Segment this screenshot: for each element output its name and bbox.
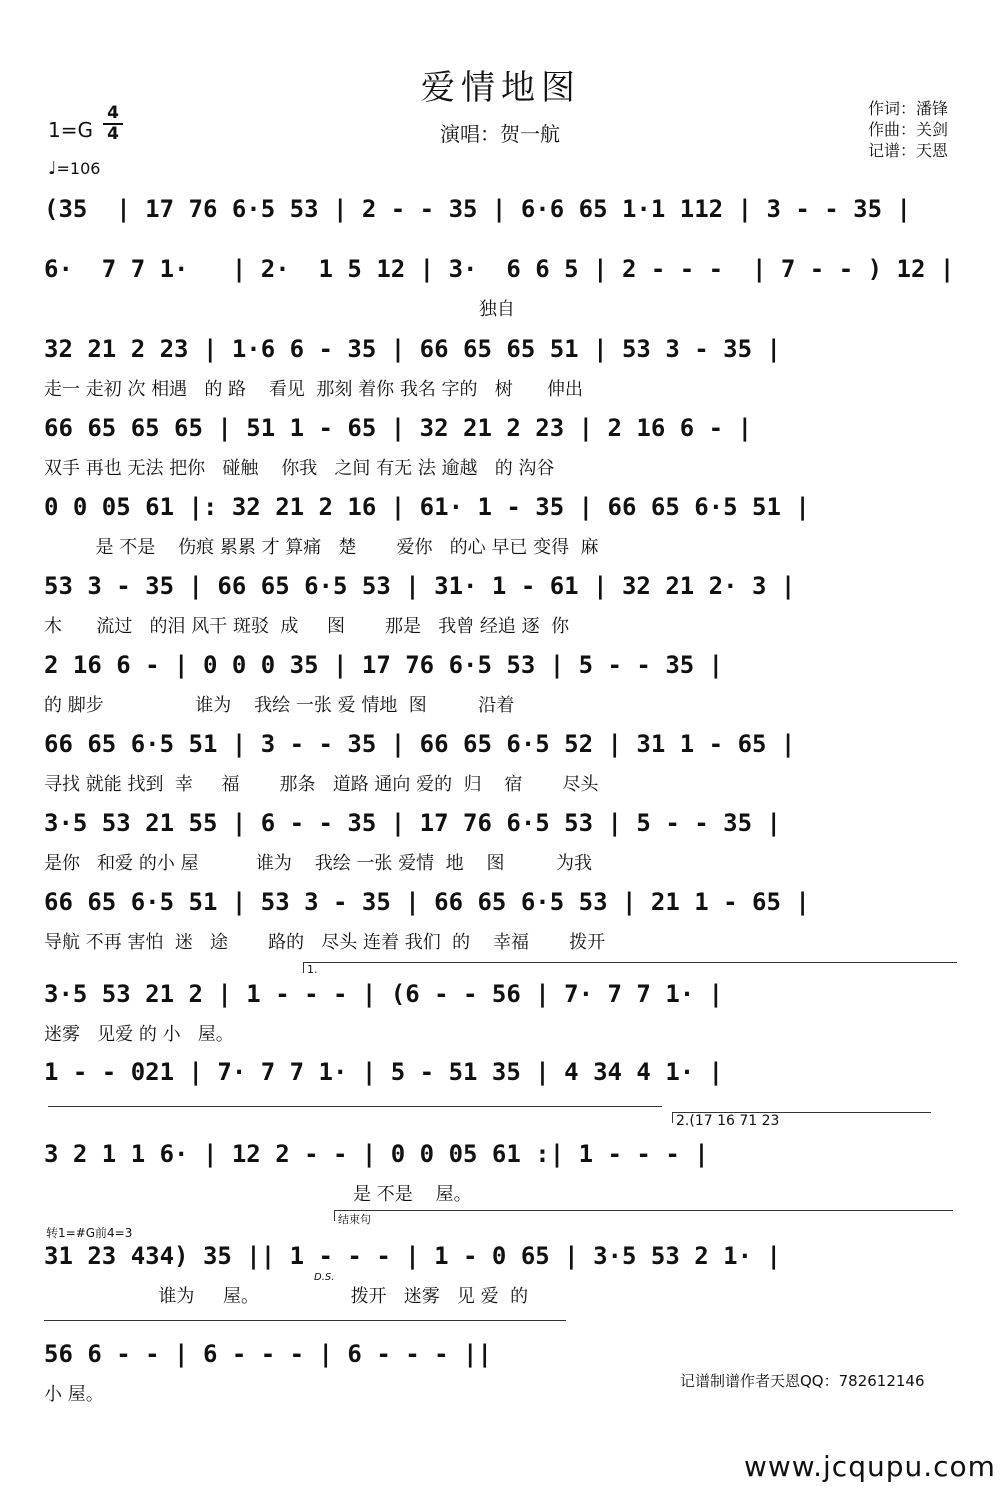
credits-block xyxy=(868,98,948,161)
lyrics-line: 双手 再也 无法 把你 碰触 你我 之间 有无 法 逾越 的 沟谷 xyxy=(44,458,555,479)
tie-line xyxy=(44,1320,566,1321)
lyrics-line: 的 脚步 谁为 我绘 一张 爱 情地 图 沿着 xyxy=(44,695,515,716)
singer-credit: 演唱：贺一航 xyxy=(440,122,560,146)
tempo-marking xyxy=(48,158,100,179)
notes-line: 1 - - 021 | 7· 7 7 1· | 5 - 51 35 | 4 34 4 1· | xyxy=(44,1058,724,1086)
lyrics-line: 谁为 屋。 拨开 迷雾 见 爱 的 xyxy=(44,1286,529,1307)
staff-row xyxy=(0,1140,1002,1240)
lyrics-line: 迷雾 见爱 的 小 屋。 xyxy=(44,1024,234,1045)
lyrics-line: 导航 不再 害怕 迷 途 路的 尽头 连着 我们 的 幸福 拨开 xyxy=(44,932,606,953)
lyrics-line: 寻找 就能 找到 幸 福 那条 道路 通向 爱的 归 宿 尽头 xyxy=(44,774,599,795)
ending-bracket: 结束句 xyxy=(334,1210,953,1221)
tie-line xyxy=(48,1106,662,1107)
notes-line: 66 65 6·5 51 | 53 3 - 35 | 66 65 6·5 53 | 21 1 - 65 | xyxy=(44,888,810,916)
notes-line: 0 0 05 61 |: 32 21 2 16 | 61· 1 - 35 | 66 65 6·5 51 | xyxy=(44,493,810,521)
notes-line: 3·5 53 21 2 | 1 - - - | (6 - - 56 | 7· 7 7 1· | xyxy=(44,980,724,1008)
lyrics-line: 是 不是 屋。 xyxy=(44,1184,472,1205)
transcriber-credit: 记谱：天恩 xyxy=(868,141,949,160)
lyricist-credit: 作词：潘锋 xyxy=(868,99,949,118)
page-title: 爱情地图 xyxy=(421,68,581,108)
site-watermark: www.jcqupu.com xyxy=(744,1450,996,1483)
time-signature xyxy=(103,104,123,144)
staff-row xyxy=(0,888,1002,988)
notes-line: 32 21 2 23 | 1·6 6 - 35 | 66 65 65 51 | 53 3 - 35 | xyxy=(44,335,781,363)
volta-1-bracket: 1. xyxy=(303,962,957,973)
lyrics-line: 木 流过 的泪 风干 斑驳 成 图 那是 我曾 经追 逐 你 xyxy=(44,616,570,637)
notes-line: 66 65 6·5 51 | 3 - - 35 | 66 65 6·5 52 | 31 1 - 65 | xyxy=(44,730,796,758)
lyrics-line: 走一 走初 次 相遇 的 路 看见 那刻 着你 我名 字的 树 伸出 xyxy=(44,379,584,400)
meter-bottom: 4 xyxy=(103,123,123,144)
tempo-value: =106 xyxy=(56,159,101,178)
key-signature: 1=G xyxy=(48,118,93,142)
notes-line: 66 65 65 65 | 51 1 - 65 | 32 21 2 23 | 2 16 6 - | xyxy=(44,414,753,442)
lyrics-line: 是你 和爱 的小 屋 谁为 我绘 一张 爱情 地 图 为我 xyxy=(44,853,592,874)
quarter-note-icon: ♩ xyxy=(48,158,57,179)
lyrics-line: 是 不是 伤痕 累累 才 算痛 楚 爱你 的心 早已 变得 麻 xyxy=(44,537,599,558)
notes-line: 56 6 - - | 6 - - - | 6 - - - || xyxy=(44,1340,492,1368)
notes-line: (35 | 17 76 6·5 53 | 2 - - 35 | 6·6 65 1·1 112 | 3 - - 35 | xyxy=(44,195,911,223)
staff-row xyxy=(0,1242,1002,1342)
notes-line: 2 16 6 - | 0 0 0 35 | 17 76 6·5 53 | 5 - - 35 | xyxy=(44,651,724,679)
notes-line: 6· 7 7 1· | 2· 1 5 12 | 3· 6 6 5 | 2 - - - | 7 - - ) 12 | xyxy=(44,255,955,283)
meter-top: 4 xyxy=(107,103,119,123)
notes-line: 3 2 1 1 6· | 12 2 - - | 0 0 05 61 :| 1 - - - | xyxy=(44,1140,709,1168)
notes-line: 3·5 53 21 55 | 6 - - 35 | 17 76 6·5 53 | 5 - - 35 | xyxy=(44,809,781,837)
lyrics-line: 小 屋。 xyxy=(44,1384,104,1405)
volta-2-bracket: 2.(17 16 71 23 xyxy=(672,1112,931,1123)
notes-line: 53 3 - 35 | 66 65 6·5 53 | 31· 1 - 61 | 32 21 2· 3 | xyxy=(44,572,796,600)
notes-line: 31 23 434) 35 || 1 - - - | 1 - 0 65 | 3·5 53 2 1· | xyxy=(44,1242,781,1270)
modulation-note: 转1=#G前4=3 xyxy=(46,1226,133,1240)
ds-marking: D.S. xyxy=(314,1272,335,1283)
lyrics-line: 独自 xyxy=(44,299,515,320)
composer-credit: 作曲：关剑 xyxy=(868,120,949,139)
transcriber-contact: 记谱制谱作者天恩QQ：782612146 xyxy=(680,1372,925,1390)
